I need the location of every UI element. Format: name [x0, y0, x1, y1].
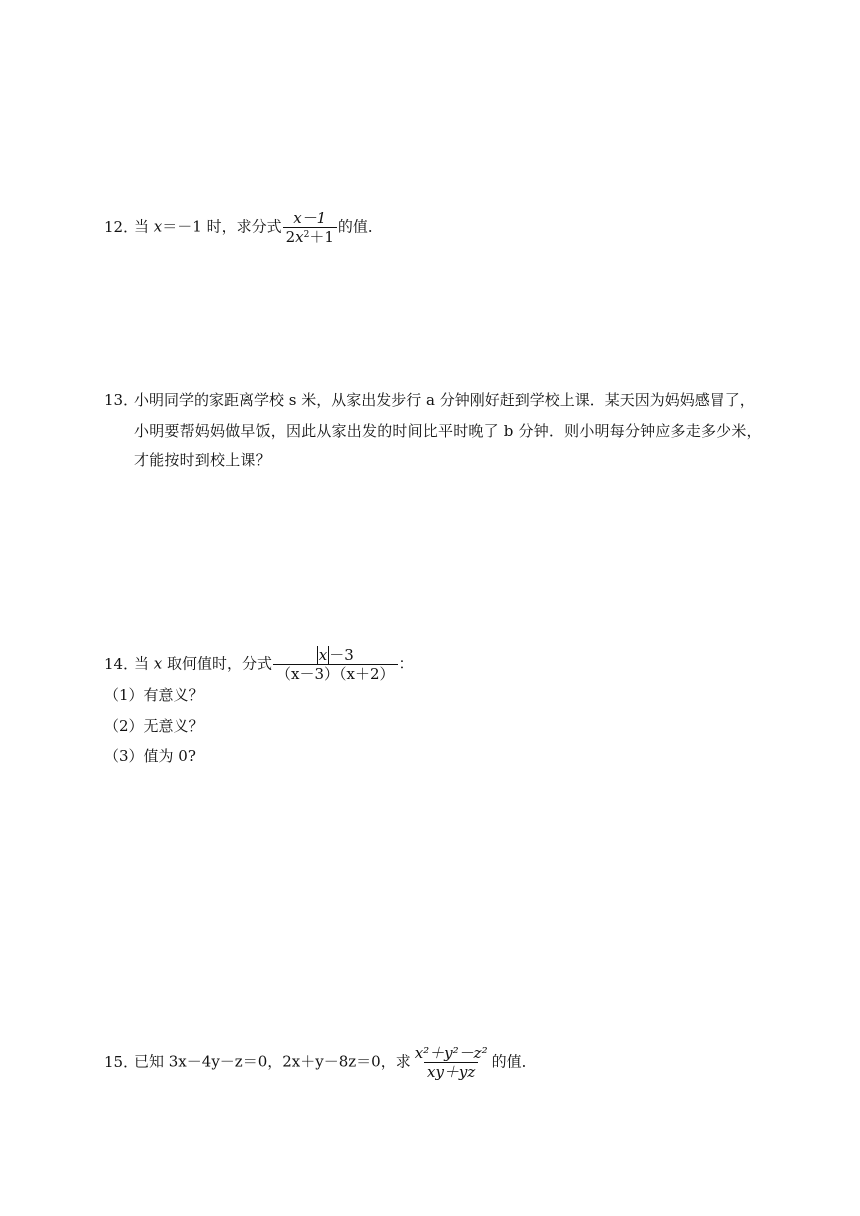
question-line-1: 小明同学的家距离学校 s 米，从家出发步行 a 分钟刚好赶到学校上课．某天因为妈妈感冒了， — [134, 391, 755, 409]
fraction-denominator: （x－3）（x＋2） — [273, 664, 398, 683]
question-number: 15． — [104, 1052, 139, 1071]
fraction-numerator — [290, 209, 329, 227]
question-line-3: 才能按时到校上课？ — [134, 451, 271, 469]
question-text: 当 — [134, 654, 154, 673]
question-text: 的值． — [337, 217, 383, 236]
fraction — [412, 1044, 491, 1081]
denominator-rest: ＋1 — [309, 228, 334, 246]
question-15 — [104, 1044, 537, 1081]
question-number: 12． — [104, 217, 139, 236]
denominator-coef: 2 — [285, 228, 296, 246]
question-text: ＝－1 时，求分式 — [162, 217, 282, 236]
abs-variable: x — [318, 646, 328, 664]
fraction-denominator — [283, 227, 337, 246]
numerator-text: x²＋y²－z² — [414, 1044, 488, 1062]
question-number: 13． — [104, 391, 139, 409]
sub-question-1: （1）有意义？ — [104, 686, 204, 704]
absolute-value — [317, 646, 329, 664]
sub-question-2: （2）无意义？ — [104, 717, 204, 735]
question-text: 的值． — [491, 1052, 537, 1071]
question-14 — [104, 646, 414, 683]
fraction — [273, 646, 398, 683]
question-text: 取何值时，分式 — [162, 654, 273, 673]
numerator-rest: －3 — [329, 646, 354, 664]
question-line-2: 小明要帮妈妈做早饭，因此从家出发的时间比平时晚了 b 分钟．则小明每分钟应多走多少米， — [134, 422, 762, 440]
variable: x — [153, 217, 163, 236]
fraction — [283, 209, 337, 246]
question-13 — [104, 390, 755, 410]
variable: x — [153, 654, 163, 673]
question-text: 当 — [134, 217, 150, 236]
question-text: 已知 3x－4y－z＝0，2x＋y－8z＝0，求 — [134, 1052, 411, 1071]
fraction-numerator — [314, 646, 357, 664]
question-text: ： — [398, 654, 414, 673]
fraction-denominator — [424, 1062, 478, 1081]
denominator-text: xy＋yz — [426, 1063, 476, 1081]
denominator-var: x — [295, 228, 304, 246]
fraction-numerator — [412, 1044, 491, 1062]
sub-question-3: （3）值为 0? — [104, 747, 196, 765]
numerator-text: x－1 — [293, 209, 327, 227]
question-12 — [104, 209, 383, 246]
exponent: 2 — [303, 230, 310, 240]
question-number: 14． — [104, 654, 139, 673]
